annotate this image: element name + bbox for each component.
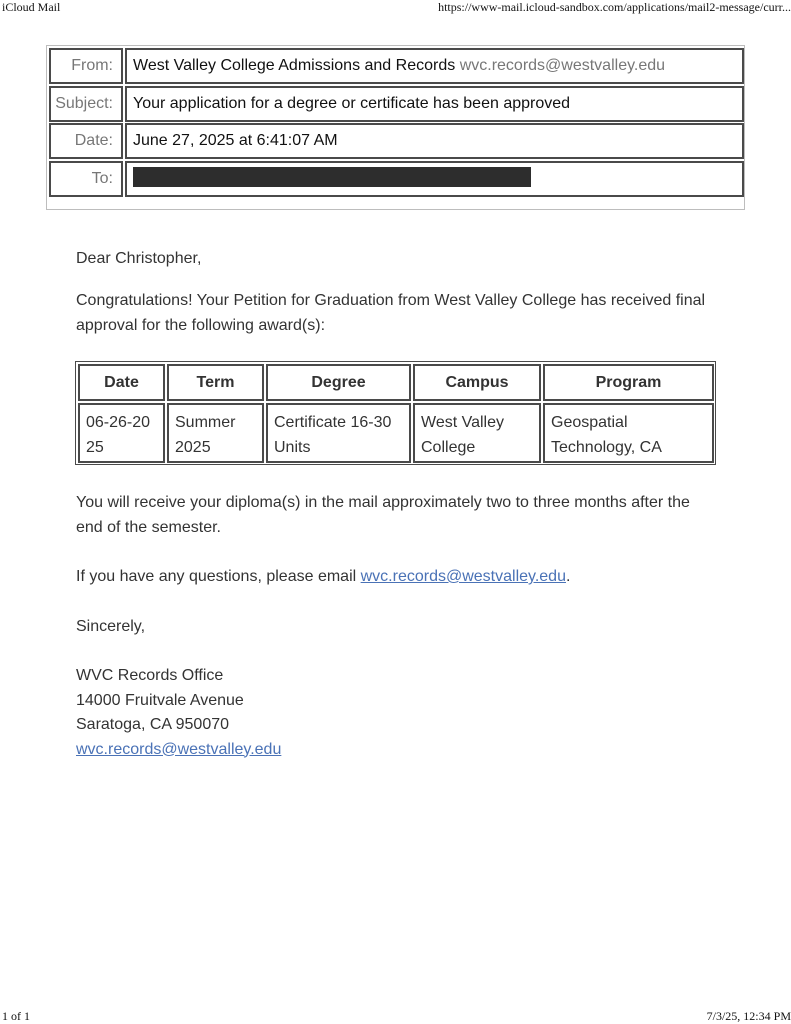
redacted-recipient xyxy=(133,167,531,187)
print-header-url: https://www-mail.icloud-sandbox.com/applications/mail2-message/curr... xyxy=(438,0,791,14)
signature-email-link[interactable]: wvc.records@westvalley.edu xyxy=(76,740,282,758)
subject-label: Subject: xyxy=(49,86,123,122)
col-header-program: Program xyxy=(543,364,714,401)
closing: Sincerely, xyxy=(76,618,146,635)
date-value: June 27, 2025 at 6:41:07 AM xyxy=(125,123,744,159)
signature-block xyxy=(76,664,726,762)
col-header-campus: Campus xyxy=(413,364,541,401)
to-value xyxy=(125,161,744,197)
col-header-degree: Degree xyxy=(266,364,411,401)
greeting: Dear Christopher, xyxy=(76,250,202,267)
award-table xyxy=(75,361,716,465)
cell-date: 06-26-2025 xyxy=(78,403,165,463)
sender-name: West Valley College Admissions and Records xyxy=(133,57,456,74)
signature-street: 14000 Fruitvale Avenue xyxy=(76,691,244,709)
cell-campus: West Valley College xyxy=(413,403,541,463)
signature-city: Saratoga, CA 950070 xyxy=(76,716,230,733)
signature-office: WVC Records Office xyxy=(76,667,224,684)
cell-program: Geospatial Technology, CA xyxy=(543,403,714,463)
subject-row xyxy=(49,86,742,122)
to-row xyxy=(49,161,742,197)
intro-paragraph: Congratulations! Your Petition for Graduation from West Valley College has received final approval for the following award(s): xyxy=(76,292,706,334)
questions-email-link[interactable]: wvc.records@westvalley.edu xyxy=(360,568,566,585)
subject-value: Your application for a degree or certificate has been approved xyxy=(125,86,744,122)
col-header-date: Date xyxy=(78,364,165,401)
cell-degree: Certificate 16-30 Units xyxy=(266,403,411,463)
email-headers xyxy=(46,45,745,210)
questions-suffix: . xyxy=(565,568,571,585)
questions-prefix: If you have any questions, please email xyxy=(76,568,361,585)
from-label: From: xyxy=(49,48,123,84)
cell-term: Summer 2025 xyxy=(167,403,264,463)
to-label: To: xyxy=(49,161,123,197)
diploma-note: You will receive your diploma(s) in the mail approximately two to three months after the end of the semester. xyxy=(76,494,690,536)
date-label: Date: xyxy=(49,123,123,159)
questions-paragraph xyxy=(76,565,726,590)
print-footer-timestamp: 7/3/25, 12:34 PM xyxy=(706,1009,791,1023)
col-header-term: Term xyxy=(167,364,264,401)
print-footer-page: 1 of 1 xyxy=(2,1009,30,1023)
from-row xyxy=(49,48,742,84)
sender-address: wvc.records@westvalley.edu xyxy=(459,57,666,74)
date-row xyxy=(49,123,742,159)
print-header-title: iCloud Mail xyxy=(2,0,61,14)
from-value xyxy=(125,48,744,84)
